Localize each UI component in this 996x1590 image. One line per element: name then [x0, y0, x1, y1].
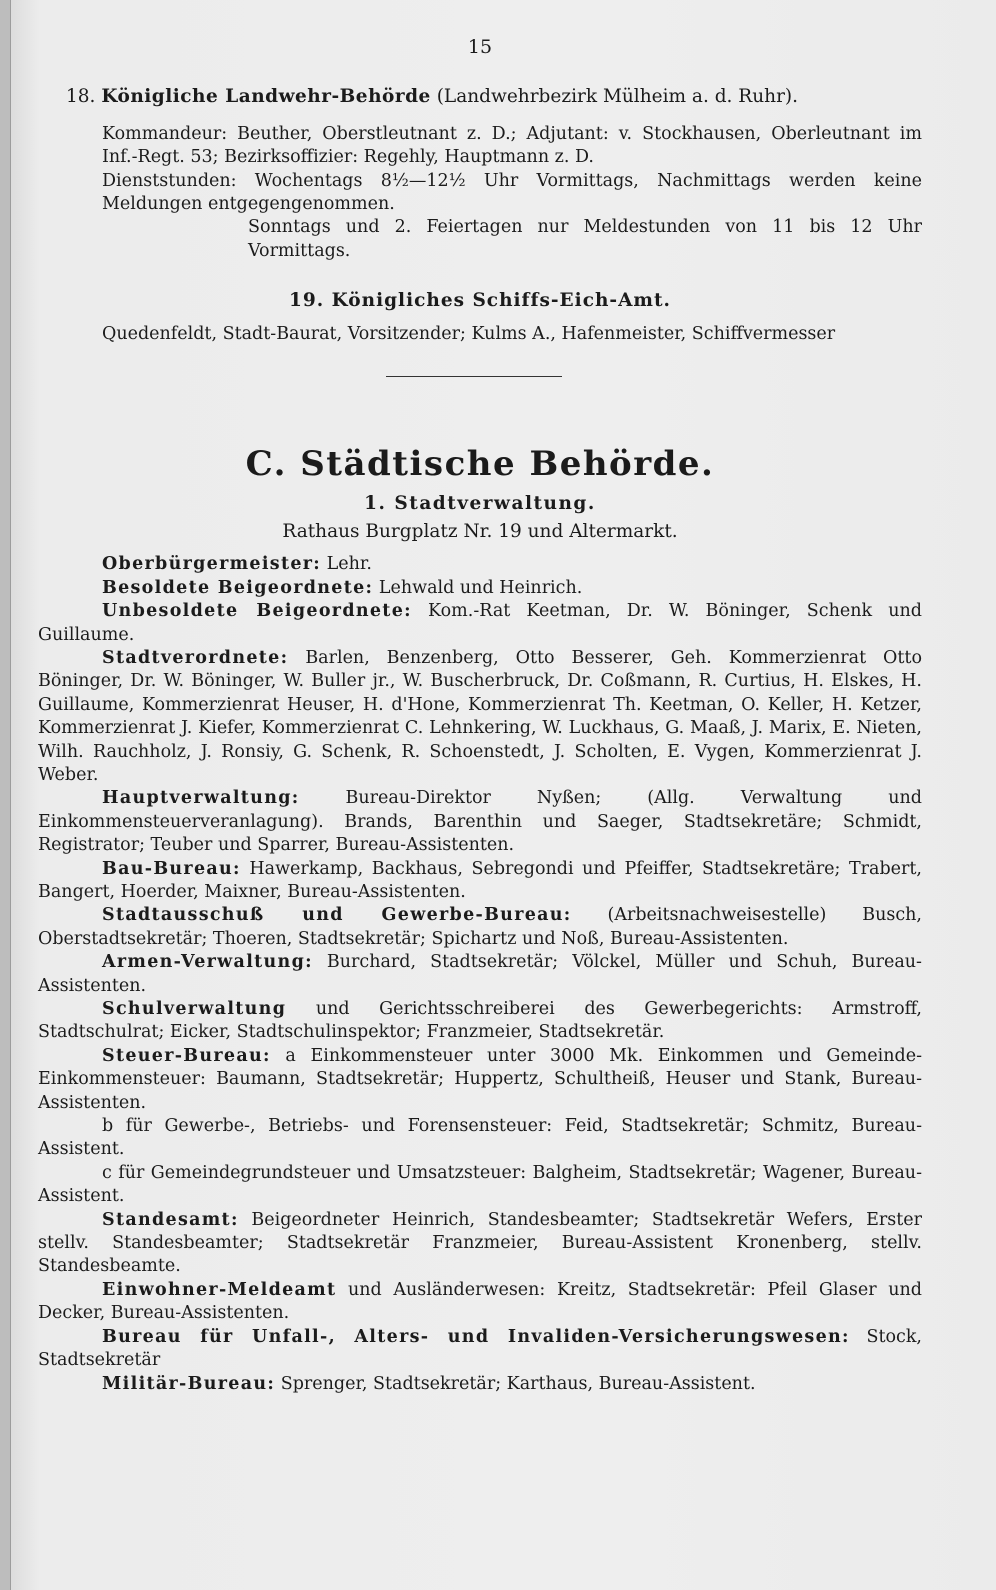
entry-heading: Stadtverordnete: — [102, 647, 289, 668]
entry-text: Bureau-Direktor Nyßen; (Allg. Verwaltung und Einkommensteuerveranlagung). Brands, Barenthin und Saeger, Stadtsekretäre; Schmidt, Registrator; Teuber und Sparrer, Bureau-Assistenten. — [38, 788, 922, 856]
entry-list — [38, 553, 922, 1396]
entry-indent — [38, 1327, 102, 1347]
entry-item — [38, 787, 922, 857]
section-18-title: Königliche Landwehr-Behörde — [101, 86, 431, 108]
entry-heading: Einwohner-Meldeamt — [102, 1279, 337, 1300]
entry-heading: Standesamt: — [102, 1209, 239, 1230]
entry-item — [38, 951, 922, 998]
page-number: 15 — [467, 36, 493, 58]
entry-item — [38, 647, 922, 787]
section-19-heading: 19. Königliches Schiffs-Eich-Amt. — [289, 290, 671, 312]
entry-heading: Militär-Bureau: — [102, 1373, 276, 1394]
entry-indent — [38, 905, 102, 925]
binding-gutter — [0, 0, 11, 1590]
section-18-subtitle: (Landwehrbezirk Mülheim a. d. Ruhr). — [436, 86, 799, 108]
entry-item — [38, 1045, 922, 1115]
entry-heading: Unbesoldete Beigeordnete: — [102, 601, 412, 622]
entry-item — [38, 1279, 922, 1326]
entry-text: Barlen, Benzenberg, Otto Besserer, Geh. Kommerzienrat Otto Böninger, Dr. W. Böninger, W. Buller jr., W. Buscherbruck, Dr. Coßmann, R. Curtius, H. Elskes, H. Guillaume, Kommerzienrat Heuser, H. d'Hone, Kommerzienrat Th. Keetman, O. Keller, H. Ketzer, Kommerzienrat J. Kiefer, Kommerzienrat C. Lehnkering, W. Luckhaus, G. Maaß, J. Marix, E. Nieten, Wilh. Rauchholz, J. Ronsiy, G. Schenk, R. Schoenstedt, J. Scholten, E. Vygen, Kommerzienrat J. Weber. — [38, 647, 922, 785]
entry-heading: Steuer-Bureau: — [102, 1045, 271, 1066]
entry-text: Beigeordneter Heinrich, Standesbeamter; Stadtsekretär Wefers, Erster stellv. Standesbeamter; Stadtsekretär Franzmeier, Bureau-Assistent Kronenberg, stellv. Standesbeamte. — [38, 1209, 922, 1277]
entry-item — [38, 1209, 922, 1279]
entry-text: und Gerichtsschreiberei des Gewerbegerichts: Armstroff, Stadtschulrat; Eicker, Stadtschulinspektor; Franzmeier, Stadtsekretär. — [38, 999, 922, 1043]
entry-item — [38, 1115, 922, 1162]
part-c-subtitle-text: 1. Stadtverwaltung. — [364, 493, 596, 515]
page-content — [38, 36, 922, 1396]
entry-indent — [38, 1280, 102, 1300]
entry-text: (Arbeitsnachweisestelle) Busch, Oberstadtsekretär; Thoeren, Stadtsekretär; Spichartz und Noß, Bureau-Assistenten. — [38, 905, 922, 949]
section-19-text: Quedenfeldt, Stadt-Baurat, Vorsitzender; Kulms A., Hafenmeister, Schiffvermesser — [102, 323, 836, 344]
entry-heading: Bureau für Unfall-, Alters- und Invaliden-Versicherungswesen: — [102, 1326, 850, 1347]
entry-indent — [38, 1116, 102, 1136]
entry-text: Stock, Stadtsekretär — [38, 1326, 922, 1371]
entry-indent — [38, 1046, 102, 1066]
entry-text: b für Gewerbe-, Betriebs- und Forensensteuer: Feid, Stadtsekretär; Schmitz, Bureau-Assistent. — [38, 1116, 922, 1160]
entry-indent — [38, 859, 102, 879]
entry-text: Lehr. — [326, 554, 372, 575]
part-c-title: C. Städtische Behörde. — [245, 444, 715, 485]
entry-text: a Einkommensteuer unter 3000 Mk. Einkommen und Gemeinde-Einkommensteuer: Baumann, Stadtsekretär; Huppertz, Schultheiß, Heuser und Stank, Bureau-Assistenten. — [38, 1045, 922, 1113]
entry-item — [38, 577, 922, 600]
entry-indent — [38, 1163, 102, 1183]
entry-text: Hawerkamp, Backhaus, Sebregondi und Pfeiffer, Stadtsekretäre; Trabert, Bangert, Hoerder, Maixner, Bureau-Assistenten. — [38, 858, 922, 902]
part-c-subtitle — [38, 492, 922, 515]
entry-item — [38, 600, 922, 647]
entry-indent — [38, 1374, 102, 1394]
entry-indent — [38, 578, 102, 598]
entry-item — [38, 553, 922, 576]
entry-item — [38, 858, 922, 905]
entry-item — [38, 1373, 922, 1396]
entry-heading: Oberbürgermeister: — [102, 554, 322, 575]
entry-heading: Armen-Verwaltung: — [102, 952, 313, 973]
section-18-heading — [38, 85, 922, 108]
entry-indent — [38, 788, 102, 808]
entry-item — [38, 998, 922, 1045]
entry-text: Sprenger, Stadtsekretär; Karthaus, Bureau-Assistent. — [280, 1373, 756, 1394]
entry-indent — [38, 554, 102, 574]
entry-item — [38, 1162, 922, 1209]
entry-heading: Stadtausschuß und Gewerbe-Bureau: — [102, 905, 572, 926]
entry-text: Burchard, Stadtsekretär; Völckel, Müller und Schuh, Bureau-Assistenten. — [38, 952, 922, 996]
entry-indent — [38, 1210, 102, 1230]
entry-indent — [38, 648, 102, 668]
entry-item — [38, 904, 922, 951]
entry-text: Kom.-Rat Keetman, Dr. W. Böninger, Schenk und Guillaume. — [38, 601, 922, 645]
entry-heading: Bau-Bureau: — [102, 858, 241, 879]
entry-heading: Schulverwaltung — [102, 999, 287, 1019]
section-18-dienststunden: Dienststunden: Wochentags 8½—12½ Uhr Vormittags, Nachmittags werden keine Meldungen entgegengenommen. — [102, 170, 922, 215]
section-18-kommandeur: Kommandeur: Beuther, Oberstleutnant z. D.; Adjutant: v. Stockhausen, Oberleutnant im Inf.-Regt. 53; Bezirksoffizier: Regehly, Hauptmann z. D. — [102, 123, 922, 168]
entry-indent — [38, 601, 102, 621]
section-divider — [386, 376, 562, 377]
section-18-number: 18. — [66, 86, 96, 108]
entry-heading: Hauptverwaltung: — [102, 788, 300, 809]
entry-text: Lehwald und Heinrich. — [378, 577, 583, 598]
entry-indent — [38, 952, 102, 972]
part-c-address: Rathaus Burgplatz Nr. 19 und Altermarkt. — [282, 520, 678, 542]
entry-indent — [38, 999, 102, 1019]
entry-text: c für Gemeindegrundsteuer und Umsatzsteuer: Balgheim, Stadtsekretär; Wagener, Bureau-Assistent. — [38, 1162, 922, 1207]
entry-item — [38, 1326, 922, 1373]
entry-heading: Besoldete Beigeordnete: — [102, 577, 374, 598]
section-18-sonntags: Sonntags und 2. Feiertagen nur Meldestunden von 11 bis 12 Uhr Vormittags. — [248, 217, 922, 261]
entry-text: und Ausländerwesen: Kreitz, Stadtsekretär: Pfeil Glaser und Decker, Bureau-Assistenten. — [38, 1279, 922, 1324]
